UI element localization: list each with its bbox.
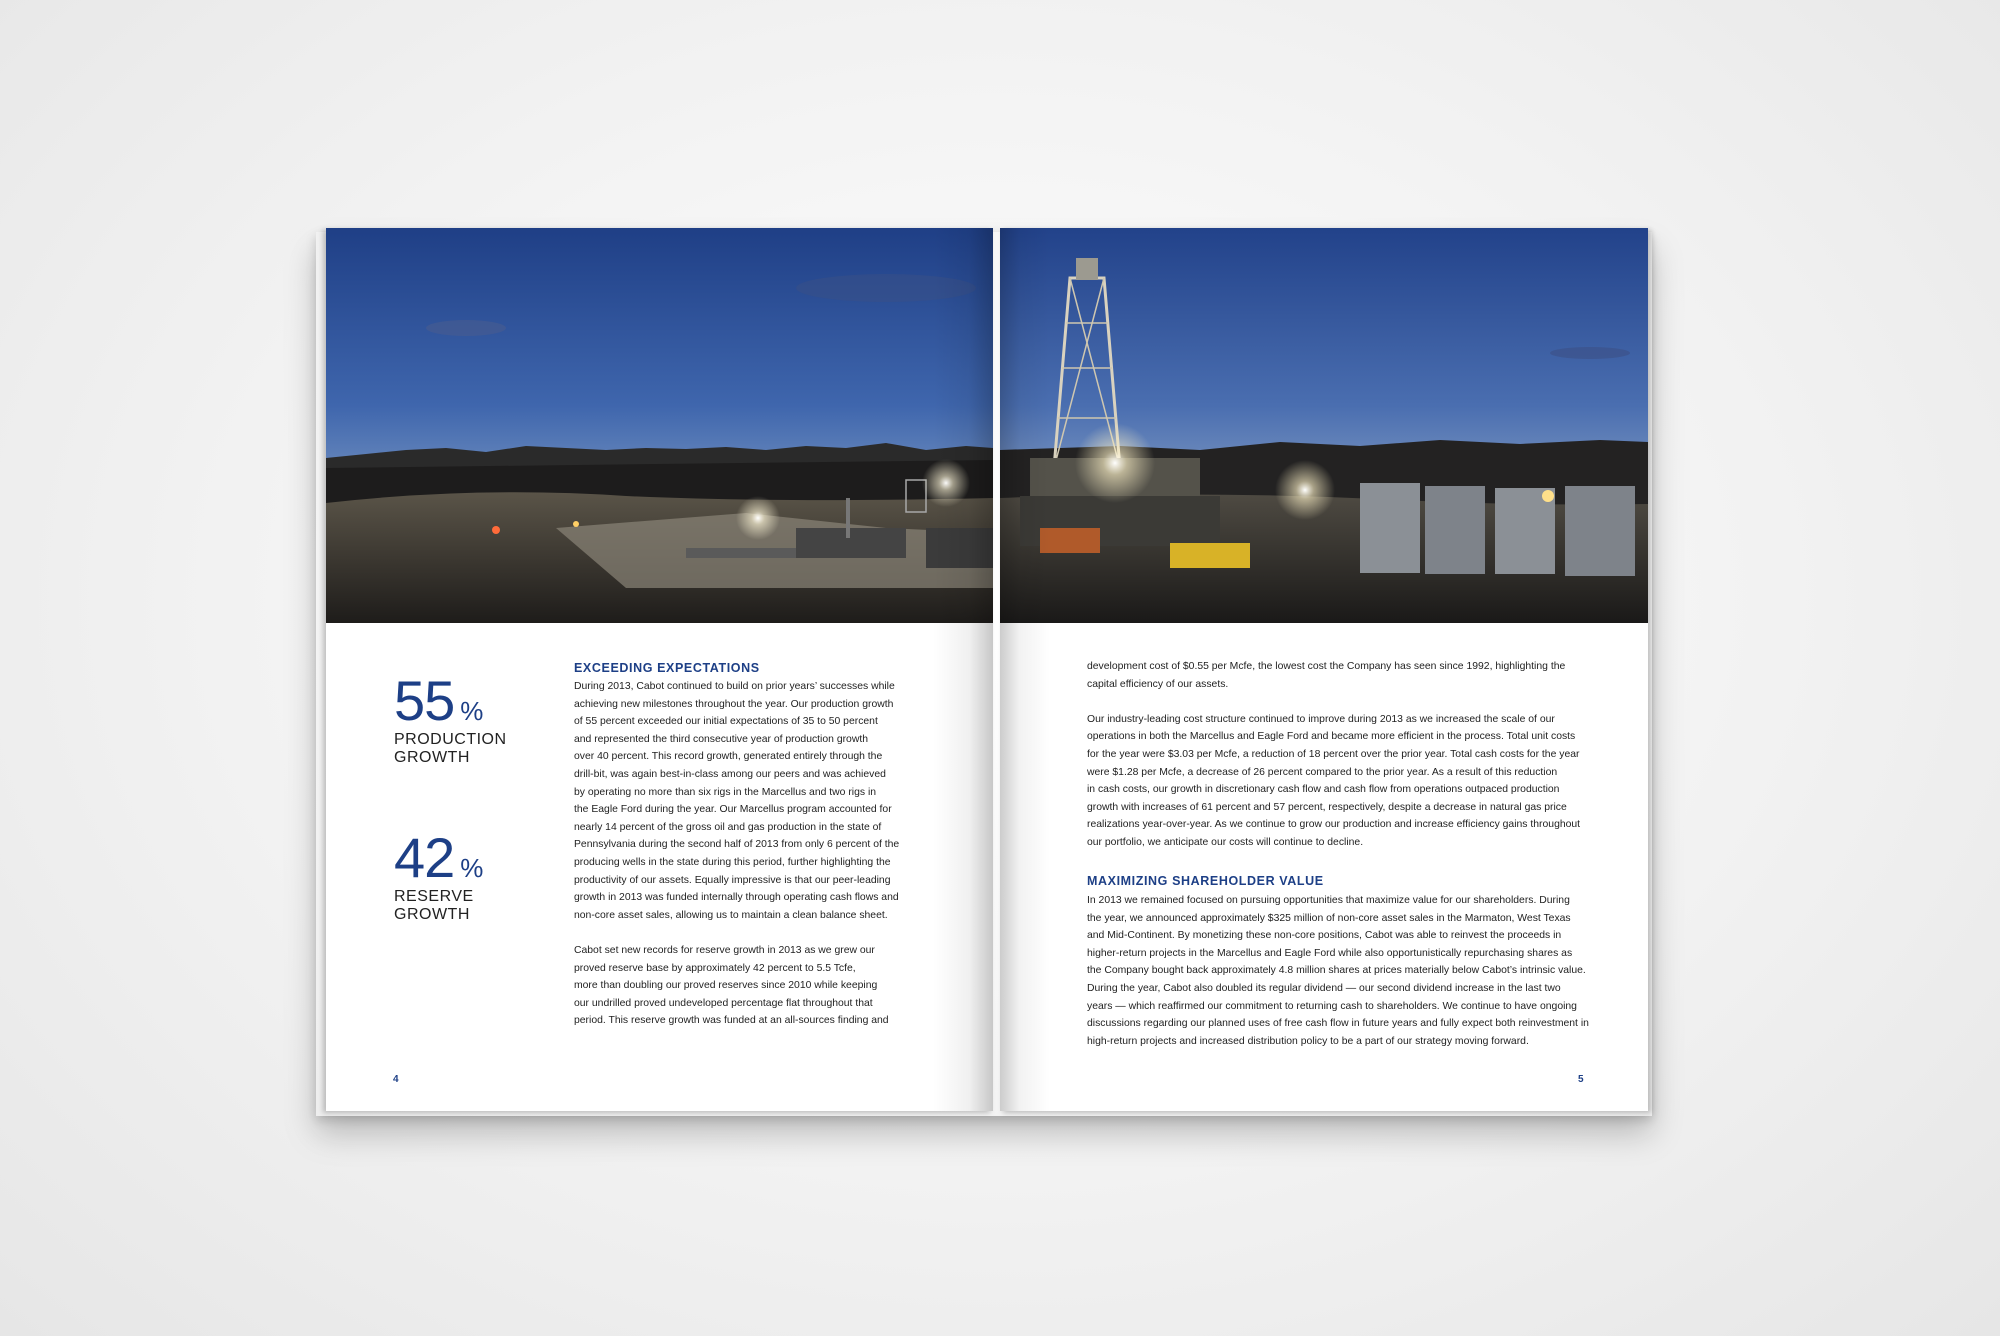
text-line: high-return projects and increased distribution policy to be a part of our strategy moving forward. xyxy=(1087,1035,1529,1047)
stat-label-line: RESERVE xyxy=(394,888,474,905)
stat-value: 55 xyxy=(394,669,455,732)
text-line: During 2013, Cabot continued to build on prior years’ successes while xyxy=(574,681,895,692)
paragraph xyxy=(1087,658,1580,693)
drilling-rig-photo-right xyxy=(1000,228,1648,623)
text-line: growth in 2013 was funded internally through operating cash flows and xyxy=(574,892,899,904)
left-body-text xyxy=(574,678,899,1047)
text-line: and represented the third consecutive year of production growth xyxy=(574,733,869,745)
right-page xyxy=(1000,228,1648,1111)
stat-label-line: GROWTH xyxy=(394,906,470,923)
paragraph xyxy=(574,942,899,1030)
text-line: In 2013 we remained focused on pursuing opportunities that maximize value for our shareholders. During xyxy=(1087,895,1570,906)
text-line: the Eagle Ford during the year. Our Marcellus program accounted for xyxy=(574,804,892,816)
text-line: proved reserve base by approximately 42 percent to 5.5 Tcfe, xyxy=(574,962,856,974)
text-line: more than doubling our proved reserves since 2010 while keeping xyxy=(574,980,878,992)
stat-unit: % xyxy=(460,696,484,726)
text-line: our portfolio, we anticipate our costs will continue to decline. xyxy=(1087,836,1364,848)
text-line: non-core asset sales, allowing us to maintain a clean balance sheet. xyxy=(574,909,888,921)
text-line: productivity of our assets. Equally impressive is that our peer-leading xyxy=(574,874,891,886)
page-number: 5 xyxy=(1578,1074,1584,1085)
text-line: by operating no more than six rigs in the Marcellus and two rigs in xyxy=(574,786,877,798)
section-heading-maximizing-shareholder-value: MAXIMIZING SHAREHOLDER VALUE xyxy=(1087,874,1324,888)
text-line: producing wells in the state during this period, further highlighting the xyxy=(574,856,891,868)
text-line: development cost of $0.55 per Mcfe, the lowest cost the Company has seen since 1992, highlighting the xyxy=(1087,661,1566,672)
text-line: operations in both the Marcellus and Eagle Ford and became more efficient in the process. Total unit costs xyxy=(1087,731,1576,743)
text-line: nearly 14 percent of the gross oil and gas production in the state of xyxy=(574,821,882,833)
text-line: higher-return projects in the Marcellus and Eagle Ford while also opportunistically repurchasing shares as xyxy=(1087,947,1573,959)
text-line: achieving new milestones throughout the year. Our production growth xyxy=(574,698,894,710)
stat-label-line: GROWTH xyxy=(394,749,470,766)
stat-label xyxy=(394,731,507,767)
paragraph xyxy=(1087,711,1580,852)
left-page xyxy=(326,228,993,1111)
text-line: years — which reaffirmed our commitment to returning cash to shareholders. We continue to have ongoing xyxy=(1087,1000,1577,1012)
text-line: During the year, Cabot also doubled its regular dividend — our second dividend increase in the last two xyxy=(1087,982,1561,994)
text-line: capital efficiency of our assets. xyxy=(1087,678,1229,690)
text-line: drill-bit, was again best-in-class among our peers and was achieved xyxy=(574,768,886,780)
page-number: 4 xyxy=(393,1074,399,1085)
text-line: discussions regarding our planned uses of free cash flow in future years and fully expect both reinvestment in xyxy=(1087,1018,1589,1030)
right-body-text-bottom xyxy=(1087,892,1589,1068)
text-line: growth with increases of 61 percent and 57 percent, respectively, despite a decrease in natural gas price xyxy=(1087,801,1567,813)
text-line: realizations year-over-year. As we continue to grow our production and increase efficiency gains throughout xyxy=(1087,819,1581,831)
stat-unit: % xyxy=(460,853,484,883)
stat-label xyxy=(394,888,483,924)
drilling-rig-photo-left xyxy=(326,228,993,623)
stat-reserve-growth xyxy=(394,826,484,924)
text-line: of 55 percent exceeded our initial expectations of 35 to 50 percent xyxy=(574,716,878,728)
right-body-text-top xyxy=(1087,658,1580,869)
stat-label-line: PRODUCTION xyxy=(394,731,507,748)
stat-production-growth xyxy=(394,669,507,767)
text-line: for the year were $3.03 per Mcfe, a reduction of 18 percent over the prior year. Total cash costs for the year xyxy=(1087,748,1580,760)
text-line: Our industry-leading cost structure continued to improve during 2013 as we increased the scale of our xyxy=(1087,713,1555,725)
text-line: Cabot set new records for reserve growth in 2013 as we grew our xyxy=(574,944,875,956)
text-line: Pennsylvania during the second half of 2013 from only 6 percent of the xyxy=(574,839,900,851)
text-line: over 40 percent. This record growth, generated entirely through the xyxy=(574,751,883,763)
text-line: and Mid-Continent. By monetizing these non-core positions, Cabot was able to reinvest the proceeds in xyxy=(1087,930,1562,942)
stat-value: 42 xyxy=(394,826,455,889)
text-line: period. This reserve growth was funded at an all-sources finding and xyxy=(574,1015,889,1027)
text-line: the Company bought back approximately 4.8 million shares at prices materially below Cabot’s intrinsic value. xyxy=(1087,965,1586,977)
text-line: the year, we announced approximately $325 million of non-core asset sales in the Marmaton, West Texas xyxy=(1087,912,1571,924)
section-heading-exceeding-expectations: EXCEEDING EXPECTATIONS xyxy=(574,661,760,675)
text-line: in cash costs, our growth in discretionary cash flow and cash flow from operations outpaced production xyxy=(1087,784,1560,796)
paragraph xyxy=(1087,892,1589,1050)
paragraph xyxy=(574,678,899,924)
text-line: were $1.28 per Mcfe, a decrease of 26 percent compared to the prior year. As a result of this reduction xyxy=(1087,766,1558,778)
text-line: our undrilled proved undeveloped percentage flat throughout that xyxy=(574,997,873,1009)
